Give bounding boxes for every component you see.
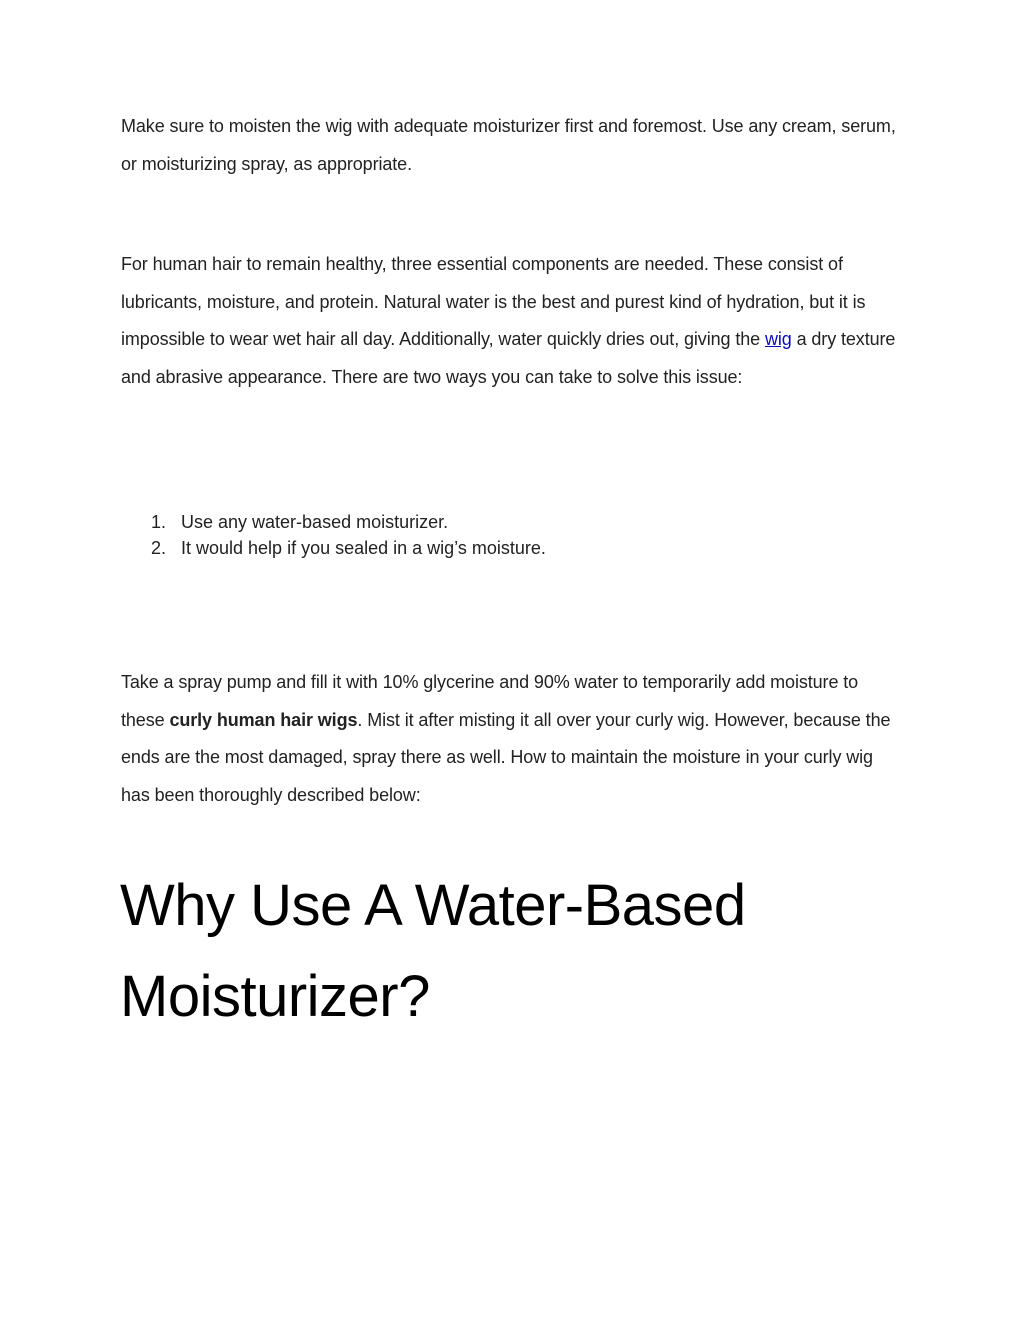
- wig-link[interactable]: wig: [764, 329, 792, 350]
- list-item-text: It would help if you sealed in a wig’s moisture.: [181, 538, 546, 558]
- intro-paragraph: [121, 108, 901, 183]
- list-item: [121, 509, 881, 535]
- hydration-text-after-link: a dry texture and abrasive appearance. There are two ways you can take to solve this issue:: [121, 329, 896, 387]
- solutions-list: [121, 509, 881, 561]
- list-item-number: 2.: [151, 538, 167, 558]
- list-item: [121, 535, 881, 561]
- hydration-paragraph: [121, 246, 901, 396]
- hydration-text-before-link: For human hair to remain healthy, three essential components are needed. These consist of lubricants, moisture, and protein. Natural water is the best and purest kind of hydration, but it is impossible to wear wet hair all day. Additionally, water quickly dries out, giving the: [121, 254, 866, 350]
- section-heading: Why Use A Water-Based Moisturizer?: [120, 873, 746, 1029]
- curly-wigs-bold-text: curly human hair wigs: [169, 709, 358, 730]
- intro-paragraph-text: Make sure to moisten the wig with adequate moisturizer first and foremost. Use any cream, serum, or moisturizing spray, as appropriate.: [121, 116, 896, 174]
- spray-text-after-bold: . Mist it after misting it all over your curly wig.: [357, 709, 710, 730]
- list-item-number: 1.: [151, 512, 167, 532]
- spray-text-continuation: However, because the ends are the most damaged, spray there as well. How to maintain the moisture in your curly wig has been thoroughly described below:: [121, 709, 891, 805]
- spray-text-before-bold: Take a spray pump and fill it with 10% glycerine and 90% water to temporarily add moisture to these: [121, 672, 859, 730]
- spray-paragraph: [121, 664, 901, 814]
- list-item-text: Use any water-based moisturizer.: [181, 512, 449, 532]
